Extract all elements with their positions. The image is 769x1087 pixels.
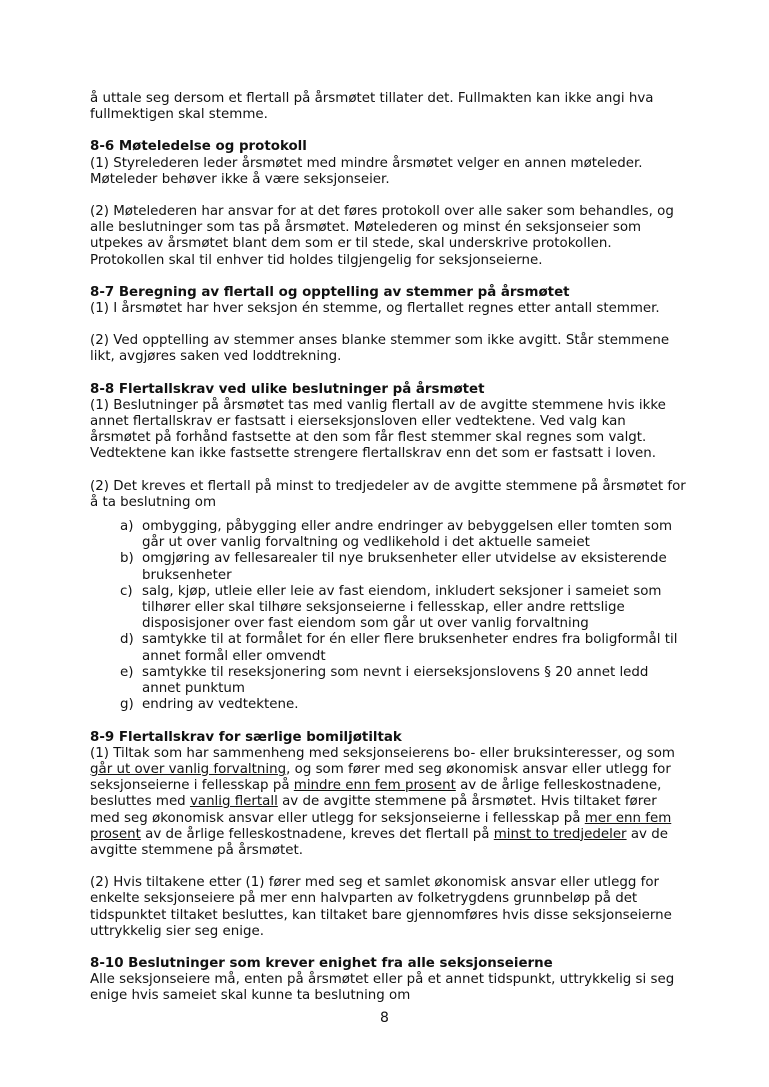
text-run: av de årlige felleskostnadene, kreves det flertall på (140, 826, 494, 842)
section-8-10-paragraph-1: Alle seksjonseiere må, enten på årsmøtet eller på et annet tidspunkt, uttrykkelig si seg enige hvis sameiet skal kunne ta beslutning om (90, 972, 675, 1004)
list-item (90, 519, 690, 551)
section-8-8-paragraph-1: (1) Beslutninger på årsmøtet tas med vanlig flertall av de avgitte stemmene hvis ikke annet flertallskrav er fastsatt i eierseksjonsloven eller vedtektene. Ved valg kan årsmøtet på forhånd fastsette at den som får flest stemmer skal regnes som valgt. Vedtektene kan ikke fastsette strengere flertallskrav enn det som er fastsatt i loven. (90, 397, 666, 462)
list-item-text: samtykke til reseksjonering som nevnt i eierseksjonslovens § 20 annet ledd annet punktum (142, 664, 649, 697)
section-8-6-paragraph-1: (1) Styrelederen leder årsmøtet med mindre årsmøtet velger en annen møteleder. Møteleder behøver ikke å være seksjonseier. (90, 155, 643, 187)
list-item (90, 697, 690, 713)
underlined-phrase: minst to tredjedeler (493, 826, 627, 842)
list-item-text: salg, kjøp, utleie eller leie av fast eiendom, inkludert seksjoner i sameiet som tilhører eller skal tilhøre seksjonseierne i fellesskap, eller andre rettslige disposisjoner over fast eiendom som går ut over vanlig forvaltning (142, 583, 662, 632)
section-8-6-paragraph-2: (2) Møtelederen har ansvar for at det føres protokoll over alle saker som behandles, og alle beslutninger som tas på årsmøtet. Møtelederen og minst én seksjonseier som utpekes av årsmøtet blant dem som er til stede, skal underskrive protokollen. Protokollen skal til enhver tid holdes tilgjengelig for seksjonseierne. (90, 204, 674, 268)
list-item-text: omgjøring av fellesarealer til nye bruksenheter eller utvidelse av eksisterende bruksenheter (142, 551, 667, 583)
list-marker: a) (120, 519, 134, 535)
text-run: (1) Tiltak som har sammenheng med seksjonseierens bo- eller bruksinteresser, og som (90, 745, 675, 761)
list-marker: g) (120, 697, 134, 713)
list-item-text: endring av vedtektene. (142, 697, 299, 713)
section-8-8-heading: 8-8 Flertallskrav ved ulike beslutninger på årsmøtet (90, 381, 485, 397)
section-8-9-paragraph-2: (2) Hvis tiltakene etter (1) fører med seg et samlet økonomisk ansvar eller utlegg for enkelte seksjonseiere på mer enn halvparten av folketrygdens grunnbeløp på det tidspunktet tiltaket besluttes, kan tiltaket bare gjennomføres hvis disse seksjonseierne uttrykkelig sier seg enige. (90, 875, 672, 939)
list-marker: d) (120, 632, 134, 648)
section-8-7-paragraph-2: (2) Ved opptelling av stemmer anses blanke stemmer som ikke avgitt. Står stemmene likt, avgjøres saken ved loddtrekning. (90, 333, 670, 365)
section-8-8-paragraph-2: (2) Det kreves et flertall på minst to tredjedeler av de avgitte stemmene på årsmøtet for å ta beslutning om (90, 478, 686, 510)
underlined-phrase: mindre enn fem prosent (293, 778, 456, 794)
list-marker: e) (120, 664, 134, 680)
list-marker: b) (120, 551, 134, 567)
section-8-6-heading: 8-6 Møteledelse og protokoll (90, 139, 307, 155)
text-run: , og som fører med seg økonomisk ansvar eller utlegg for seksjonseierne i fellesskap på (90, 761, 671, 794)
text-run: av de avgitte stemmene på årsmøtet. (90, 826, 668, 858)
section-8-9-heading: 8-9 Flertallskrav for særlige bomiljøtiltak (90, 729, 402, 745)
section-8-8-list (90, 519, 690, 713)
section-8-7-paragraph-1: (1) I årsmøtet har hver seksjon én stemme, og flertallet regnes etter antall stemmer. (90, 301, 660, 317)
section-8-10-heading: 8-10 Beslutninger som krever enighet fra alle seksjonseierne (90, 955, 553, 971)
section-8-7-heading: 8-7 Beregning av flertall og opptelling av stemmer på årsmøtet (90, 284, 570, 300)
intro-paragraph: å uttale seg dersom et flertall på årsmøtet tillater det. Fullmakten kan ikke angi hva fullmektigen skal stemme. (90, 91, 654, 123)
text-run: av de årlige felleskostnadene, besluttes med (90, 778, 662, 810)
list-item-text: ombygging, påbygging eller andre endringer av bebyggelsen eller tomten som går ut over vanlig forvaltning og vedlikehold i det aktuelle sameiet (142, 519, 673, 551)
page-number: 8 (380, 1010, 389, 1026)
underlined-phrase: mer enn fem prosent (90, 810, 672, 842)
list-item (90, 584, 690, 633)
list-item (90, 665, 690, 697)
list-item-text: samtykke til at formålet for én eller flere bruksenheter endres fra boligformål til annet formål eller omvendt (142, 632, 678, 664)
text-run: av de avgitte stemmene på årsmøtet. Hvis tiltaket fører med seg økonomisk ansvar eller utlegg for seksjonseierne i fellesskap på (90, 794, 657, 826)
list-marker: c) (120, 583, 133, 599)
document-page (90, 91, 690, 1021)
section-8-9-paragraph-1 (90, 746, 690, 859)
list-item (90, 632, 690, 664)
underlined-phrase: går ut over vanlig forvaltning (90, 761, 287, 777)
underlined-phrase: vanlig flertall (189, 794, 278, 810)
list-item (90, 551, 690, 583)
